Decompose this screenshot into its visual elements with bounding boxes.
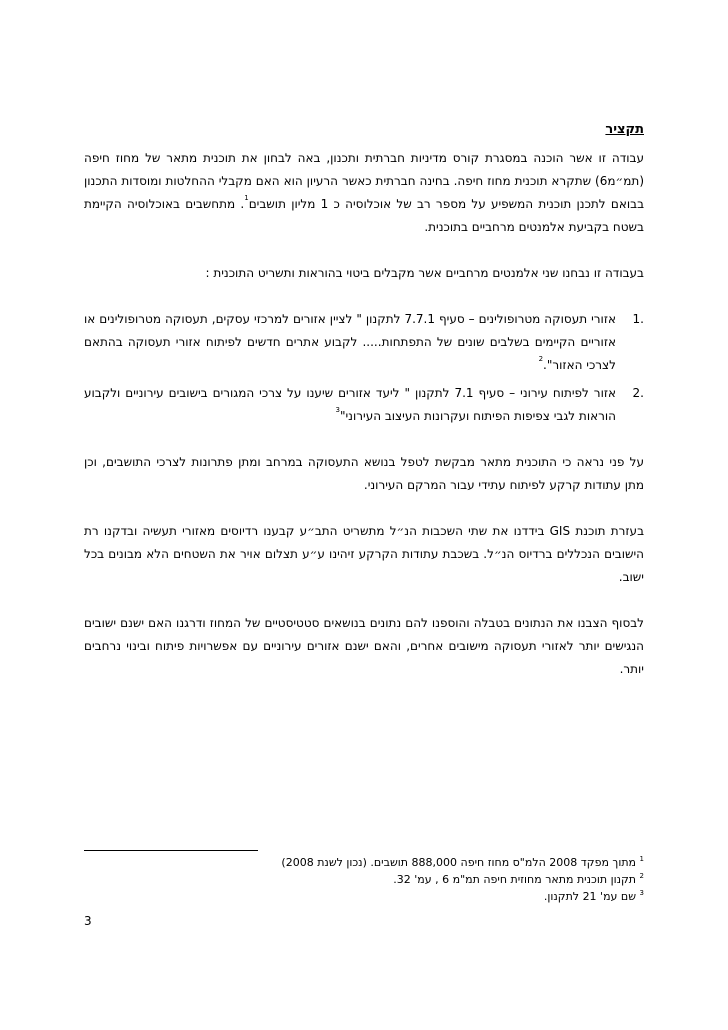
document-body — [84, 118, 644, 704]
page-number: 3 — [84, 914, 92, 928]
footnote-text: תקנון תוכנית מתאר מחוזית חיפה תמ"מ 6 , עמ' 32. — [393, 873, 637, 886]
list-item — [84, 382, 644, 428]
intro-text-part-2: . מתחשבים באוכלוסיה הקיימת בשטח בקביעת אלמנטים מרחביים בתוכנית. — [84, 197, 644, 234]
gis-method-paragraph: בעזרת תוכנת GIS בידדנו את שתי השכבות הנ״ל מתשריט התב״ע קבענו רדיוסים מאזורי תעשיה ובדקנו רת הישובים הנכללים ברדיוס הנ״ל. בשכבת עתודות הקרקע זיהינו ע״ע תצלום אויר את השטחים הלא מבונים בכל ישוב. — [84, 524, 645, 584]
footnote-ref-1: 1 — [244, 194, 249, 202]
footnote-text: מתוך מפקד 2008 הלמ"ס מחוז חיפה 888,000 תושבים. (נכון לשנת 2008) — [281, 856, 637, 869]
intro-paragraph — [84, 147, 644, 239]
footnotes — [84, 854, 644, 905]
document-title: תקציר — [605, 122, 644, 137]
footnote-number: 1 — [639, 855, 644, 863]
footnote — [84, 854, 644, 871]
list-item-number: .2 — [632, 386, 644, 400]
list-item — [84, 308, 644, 377]
footnote-text: שם עמ' 21 לתקנון. — [543, 890, 637, 903]
list-item-number: .1 — [632, 312, 644, 326]
footnote-number: 2 — [639, 872, 644, 880]
elements-intro-paragraph: בעבודה זו נבחנו שני אלמנטים מרחביים אשר מקבלים ביטוי בהוראות ותשריט התוכנית : — [205, 266, 644, 280]
elements-list — [84, 308, 644, 428]
footnote-number: 3 — [639, 889, 644, 897]
list-item-text: אזורי תעסוקה מטרופולינים – סעיף 7.7.1 לתקנון " לציין אזורים למרכזי עסקים, תעסוקה מטרופולינים או אזוריים הקיימים בשלבים שונים של התפתחות..... לקבוע אתרים חדשים לפיתוח אזורי תעסוקה בהתאם לצרכי האזור". — [84, 312, 616, 372]
conclusion-paragraph: לבסוף הצבנו את הנתונים בטבלה והוספנו להם נתונים בנושאים סטטיסטיים של המחוז ודרגנו האם ישנם ישובים הנגישים יותר לאזורי תעסוקה מישובים אחרים, והאם ישנם אזורים עירוניים עם אפשרויות פיתוח ובינוי נרחבים יותר. — [84, 616, 644, 676]
intro-text-part-1: עבודה זו אשר הוכנה במסגרת קורס מדיניות חברתית ותכנון, באה לבחון את תוכנית מתאר של מחוז חיפה (תמ״מ6) שתקרא תוכנית מחוז חיפה. בחינה חברתית כאשר הרעיון הוא האם מקבלי ההחלטות ומוסדות התכנון בבואם לתכנן תוכנית המשפיע על מספר רב של אוכלוסיה כ 1 מליון תושבים — [84, 151, 645, 211]
findings-paragraph: על פני נראה כי התוכנית מתאר מבקשת לטפל בנושא התעסוקה במרחב ומתן פתרונות לצרכי התושבים, וכן מתן עתודות קרקע לפיתוח עתידי עבור המרקם העירוני. — [84, 455, 644, 492]
list-item-text: אזור לפיתוח עירוני – סעיף 7.1 לתקנון " ליעד אזורים שיענו על צרכי המגורים בישובים עירוניים ולקבוע הוראות לגבי צפיפות הפיתוח ועקרונות העיצוב העירוני" — [84, 386, 617, 423]
footnote — [84, 871, 644, 888]
footnote-ref-3: 3 — [335, 406, 340, 414]
footnote-separator — [84, 850, 258, 851]
footnote — [84, 888, 644, 905]
footnote-ref-2: 2 — [538, 355, 544, 363]
